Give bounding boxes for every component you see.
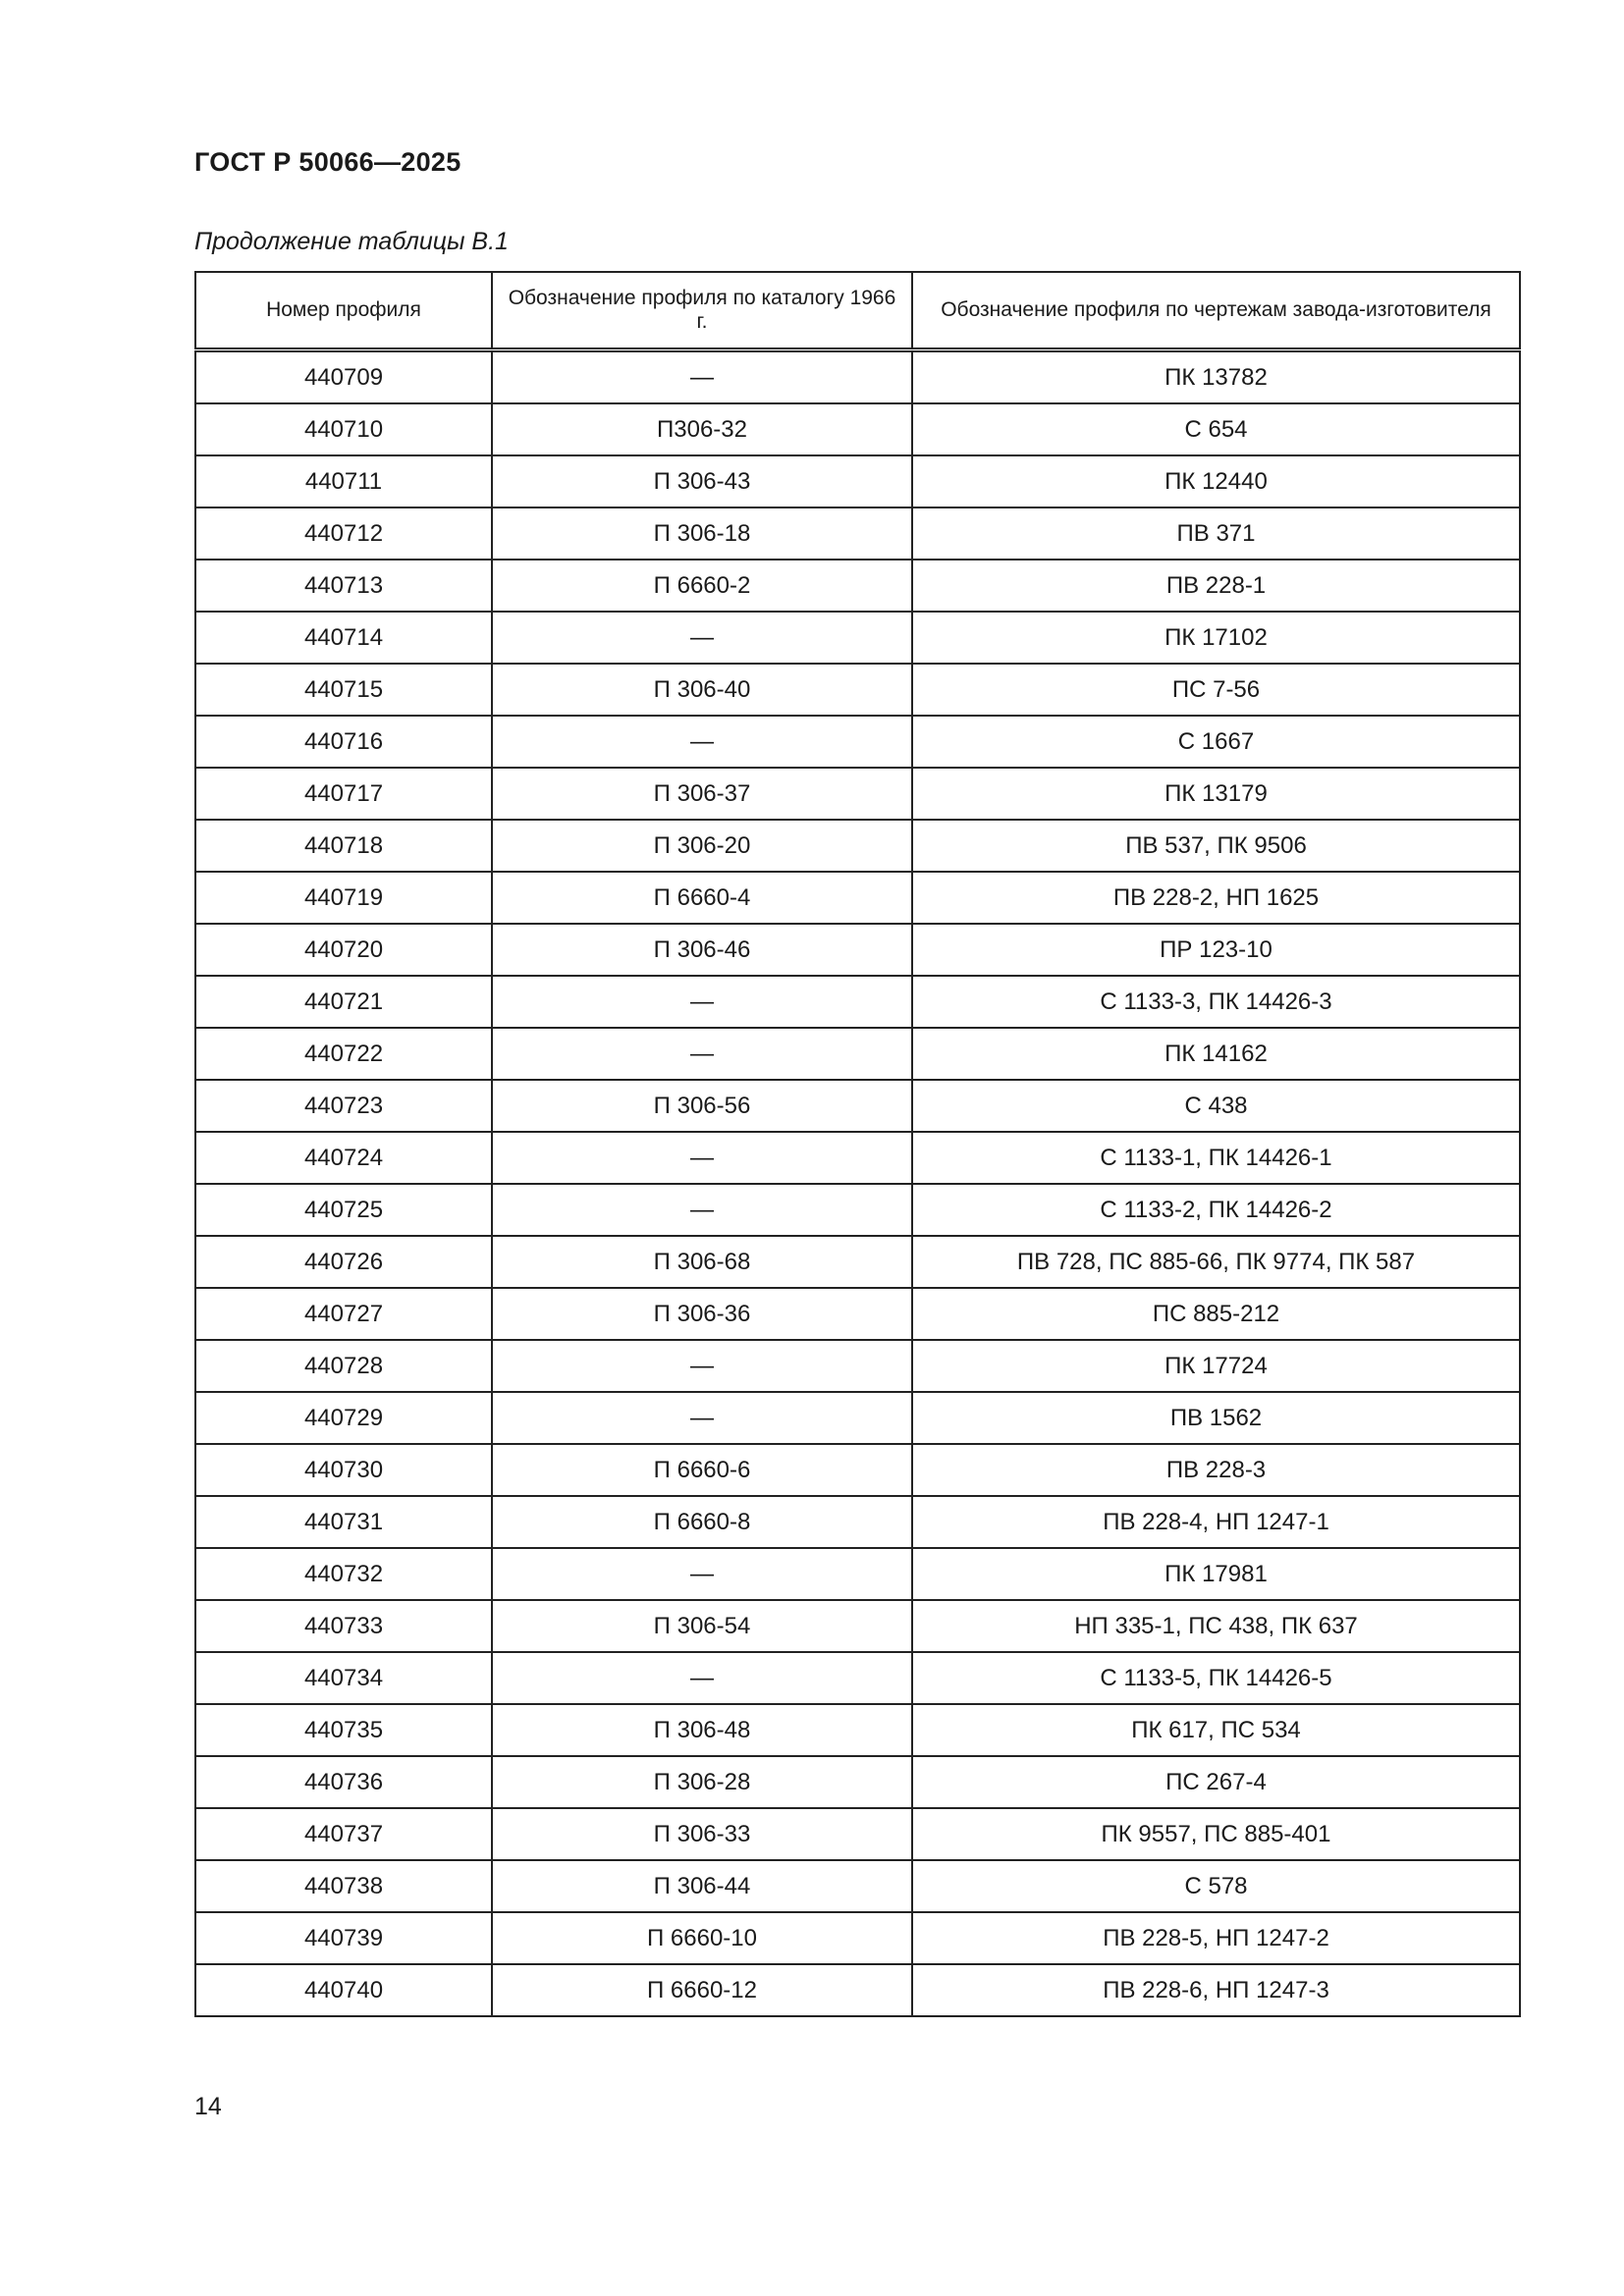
cell-factory-drawing: С 1667 — [912, 716, 1520, 768]
cell-profile-number: 440716 — [195, 716, 492, 768]
cell-factory-drawing: С 578 — [912, 1860, 1520, 1912]
cell-catalog-1966: П 306-33 — [492, 1808, 912, 1860]
cell-factory-drawing: ПВ 371 — [912, 507, 1520, 560]
cell-factory-drawing: ПВ 1562 — [912, 1392, 1520, 1444]
cell-profile-number: 440713 — [195, 560, 492, 612]
cell-profile-number: 440734 — [195, 1652, 492, 1704]
cell-profile-number: 440726 — [195, 1236, 492, 1288]
cell-catalog-1966: — — [492, 1184, 912, 1236]
cell-profile-number: 440740 — [195, 1964, 492, 2016]
table-row — [195, 455, 1520, 507]
cell-profile-number: 440721 — [195, 976, 492, 1028]
cell-factory-drawing: С 1133-1, ПК 14426-1 — [912, 1132, 1520, 1184]
cell-factory-drawing: С 438 — [912, 1080, 1520, 1132]
document-header: ГОСТ Р 50066—2025 — [194, 147, 461, 177]
table-row — [195, 1912, 1520, 1964]
table-row — [195, 612, 1520, 664]
cell-profile-number: 440727 — [195, 1288, 492, 1340]
table-row — [195, 1600, 1520, 1652]
table-row — [195, 820, 1520, 872]
cell-catalog-1966: — — [492, 1652, 912, 1704]
cell-catalog-1966: П 306-28 — [492, 1756, 912, 1808]
cell-catalog-1966: П 306-40 — [492, 664, 912, 716]
table-row — [195, 1964, 1520, 2016]
cell-catalog-1966: П 306-37 — [492, 768, 912, 820]
cell-profile-number: 440731 — [195, 1496, 492, 1548]
cell-catalog-1966: П 306-48 — [492, 1704, 912, 1756]
cell-factory-drawing: ПС 7-56 — [912, 664, 1520, 716]
cell-factory-drawing: ПВ 228-5, НП 1247-2 — [912, 1912, 1520, 1964]
cell-profile-number: 440717 — [195, 768, 492, 820]
cell-profile-number: 440730 — [195, 1444, 492, 1496]
cell-catalog-1966: П 306-43 — [492, 455, 912, 507]
cell-profile-number: 440739 — [195, 1912, 492, 1964]
table-row — [195, 1496, 1520, 1548]
cell-catalog-1966: П 306-18 — [492, 507, 912, 560]
profiles-table — [194, 271, 1521, 2017]
cell-profile-number: 440714 — [195, 612, 492, 664]
column-header-profile-number: Номер профиля — [195, 272, 492, 350]
table-row — [195, 1288, 1520, 1340]
cell-factory-drawing: ПВ 228-4, НП 1247-1 — [912, 1496, 1520, 1548]
table-row — [195, 1236, 1520, 1288]
cell-catalog-1966: П 6660-6 — [492, 1444, 912, 1496]
cell-profile-number: 440729 — [195, 1392, 492, 1444]
cell-profile-number: 440709 — [195, 350, 492, 404]
table-row — [195, 1340, 1520, 1392]
cell-profile-number: 440712 — [195, 507, 492, 560]
cell-profile-number: 440735 — [195, 1704, 492, 1756]
table-row — [195, 1444, 1520, 1496]
table-row — [195, 1392, 1520, 1444]
cell-factory-drawing: ПВ 728, ПС 885-66, ПК 9774, ПК 587 — [912, 1236, 1520, 1288]
cell-catalog-1966: — — [492, 1548, 912, 1600]
table-row — [195, 976, 1520, 1028]
table-row — [195, 560, 1520, 612]
cell-factory-drawing: ПВ 537, ПК 9506 — [912, 820, 1520, 872]
cell-factory-drawing: ПК 12440 — [912, 455, 1520, 507]
cell-factory-drawing: ПК 9557, ПС 885-401 — [912, 1808, 1520, 1860]
cell-factory-drawing: ПВ 228-1 — [912, 560, 1520, 612]
cell-profile-number: 440722 — [195, 1028, 492, 1080]
cell-factory-drawing: ПВ 228-2, НП 1625 — [912, 872, 1520, 924]
cell-factory-drawing: ПК 17981 — [912, 1548, 1520, 1600]
table-row — [195, 1184, 1520, 1236]
cell-catalog-1966: П 306-20 — [492, 820, 912, 872]
cell-profile-number: 440728 — [195, 1340, 492, 1392]
cell-factory-drawing: ПС 885-212 — [912, 1288, 1520, 1340]
table-row — [195, 350, 1520, 404]
cell-catalog-1966: — — [492, 1340, 912, 1392]
cell-factory-drawing: С 1133-5, ПК 14426-5 — [912, 1652, 1520, 1704]
table-row — [195, 1132, 1520, 1184]
cell-catalog-1966: П 306-44 — [492, 1860, 912, 1912]
cell-profile-number: 440725 — [195, 1184, 492, 1236]
cell-catalog-1966: П 6660-2 — [492, 560, 912, 612]
cell-factory-drawing: ПР 123-10 — [912, 924, 1520, 976]
cell-catalog-1966: — — [492, 1028, 912, 1080]
cell-profile-number: 440724 — [195, 1132, 492, 1184]
table-row — [195, 507, 1520, 560]
cell-factory-drawing: С 1133-3, ПК 14426-3 — [912, 976, 1520, 1028]
table-row — [195, 924, 1520, 976]
cell-catalog-1966: — — [492, 1392, 912, 1444]
table-row — [195, 403, 1520, 455]
table-row — [195, 716, 1520, 768]
cell-catalog-1966: — — [492, 976, 912, 1028]
cell-factory-drawing: ПК 13179 — [912, 768, 1520, 820]
table-row — [195, 1756, 1520, 1808]
table-header — [195, 272, 1520, 350]
column-header-factory-drawings: Обозначение профиля по чертежам завода-изготовителя — [912, 272, 1520, 350]
cell-factory-drawing: С 654 — [912, 403, 1520, 455]
cell-catalog-1966: П306-32 — [492, 403, 912, 455]
table-header-row — [195, 272, 1520, 350]
table-body — [195, 350, 1520, 2017]
cell-catalog-1966: — — [492, 716, 912, 768]
cell-profile-number: 440720 — [195, 924, 492, 976]
table-row — [195, 768, 1520, 820]
cell-catalog-1966: П 6660-10 — [492, 1912, 912, 1964]
cell-catalog-1966: — — [492, 612, 912, 664]
cell-factory-drawing: ПК 14162 — [912, 1028, 1520, 1080]
cell-profile-number: 440737 — [195, 1808, 492, 1860]
cell-factory-drawing: ПС 267-4 — [912, 1756, 1520, 1808]
cell-catalog-1966: П 6660-4 — [492, 872, 912, 924]
cell-profile-number: 440732 — [195, 1548, 492, 1600]
table-row — [195, 1028, 1520, 1080]
cell-factory-drawing: ПК 17102 — [912, 612, 1520, 664]
cell-profile-number: 440736 — [195, 1756, 492, 1808]
cell-profile-number: 440718 — [195, 820, 492, 872]
cell-catalog-1966: П 306-46 — [492, 924, 912, 976]
cell-profile-number: 440711 — [195, 455, 492, 507]
cell-profile-number: 440710 — [195, 403, 492, 455]
cell-catalog-1966: П 6660-8 — [492, 1496, 912, 1548]
table-row — [195, 664, 1520, 716]
cell-catalog-1966: — — [492, 350, 912, 404]
cell-factory-drawing: ПК 13782 — [912, 350, 1520, 404]
cell-factory-drawing: ПК 617, ПС 534 — [912, 1704, 1520, 1756]
cell-catalog-1966: П 306-36 — [492, 1288, 912, 1340]
column-header-catalog-1966: Обозначение профиля по каталогу 1966 г. — [492, 272, 912, 350]
page-number: 14 — [194, 2093, 222, 2120]
cell-catalog-1966: — — [492, 1132, 912, 1184]
table-row — [195, 1704, 1520, 1756]
cell-profile-number: 440719 — [195, 872, 492, 924]
table-row — [195, 872, 1520, 924]
cell-profile-number: 440715 — [195, 664, 492, 716]
table-row — [195, 1652, 1520, 1704]
cell-factory-drawing: НП 335-1, ПС 438, ПК 637 — [912, 1600, 1520, 1652]
cell-catalog-1966: П 306-54 — [492, 1600, 912, 1652]
table-caption: Продолжение таблицы В.1 — [194, 228, 509, 255]
cell-factory-drawing: ПВ 228-3 — [912, 1444, 1520, 1496]
cell-profile-number: 440723 — [195, 1080, 492, 1132]
cell-factory-drawing: С 1133-2, ПК 14426-2 — [912, 1184, 1520, 1236]
cell-catalog-1966: П 306-68 — [492, 1236, 912, 1288]
cell-profile-number: 440738 — [195, 1860, 492, 1912]
table-row — [195, 1548, 1520, 1600]
cell-factory-drawing: ПВ 228-6, НП 1247-3 — [912, 1964, 1520, 2016]
cell-catalog-1966: П 6660-12 — [492, 1964, 912, 2016]
table-row — [195, 1860, 1520, 1912]
table-row — [195, 1808, 1520, 1860]
cell-factory-drawing: ПК 17724 — [912, 1340, 1520, 1392]
cell-profile-number: 440733 — [195, 1600, 492, 1652]
table-row — [195, 1080, 1520, 1132]
cell-catalog-1966: П 306-56 — [492, 1080, 912, 1132]
